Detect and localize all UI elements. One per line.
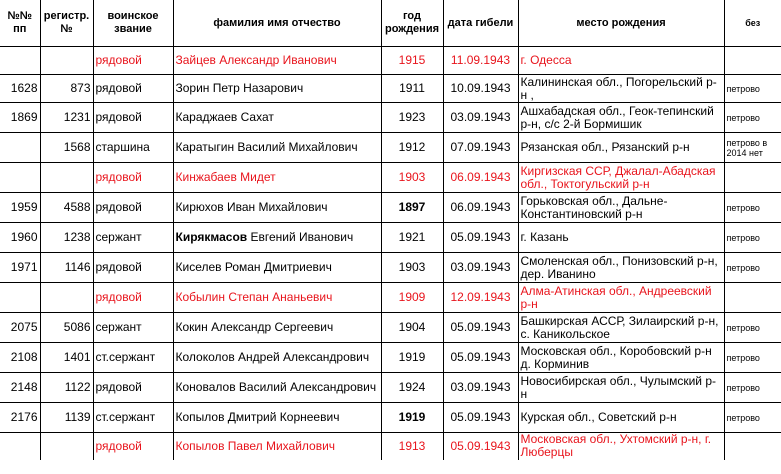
cell-rank[interactable]: рядовой bbox=[93, 47, 173, 75]
cell-place[interactable]: Киргизская ССР, Джалал-Абадская обл., Токтогульский р-н bbox=[518, 163, 724, 193]
cell-date[interactable]: 05.09.1943 bbox=[443, 403, 518, 433]
cell-date[interactable]: 05.09.1943 bbox=[443, 433, 518, 460]
table-row[interactable] bbox=[0, 75, 781, 103]
cell-num[interactable] bbox=[0, 283, 40, 313]
cell-rank[interactable]: ст.сержант bbox=[93, 403, 173, 433]
cell-num[interactable] bbox=[0, 433, 40, 460]
cell-place[interactable]: г. Казань bbox=[518, 223, 724, 253]
cell-reg[interactable]: 5086 bbox=[40, 313, 93, 343]
header-reg[interactable]: регистр. № bbox=[40, 0, 93, 47]
cell-name-rest: Евгений Иванович bbox=[247, 230, 354, 244]
cell-rank[interactable]: рядовой bbox=[93, 103, 173, 133]
cell-num[interactable]: 2075 bbox=[0, 313, 40, 343]
cell-reg[interactable] bbox=[40, 47, 93, 75]
cell-year[interactable]: 1923 bbox=[381, 103, 443, 133]
cell-name[interactable]: Копылов Павел Михайлович bbox=[173, 433, 381, 460]
cell-year[interactable]: 1904 bbox=[381, 313, 443, 343]
table-row[interactable] bbox=[0, 313, 781, 343]
table-row[interactable] bbox=[0, 193, 781, 223]
cell-year[interactable]: 1897 bbox=[381, 193, 443, 223]
cell-rank[interactable]: ст.сержант bbox=[93, 343, 173, 373]
cell-reg[interactable]: 1231 bbox=[40, 103, 93, 133]
table-row[interactable] bbox=[0, 163, 781, 193]
cell-rank[interactable]: рядовой bbox=[93, 433, 173, 460]
cell-date[interactable]: 06.09.1943 bbox=[443, 163, 518, 193]
cell-name[interactable]: Коновалов Василий Александрович bbox=[173, 373, 381, 403]
cell-reg[interactable]: 1568 bbox=[40, 133, 93, 163]
cell-place[interactable]: Горьковская обл., Дальне-Константиновский р-н bbox=[518, 193, 724, 223]
cell-year[interactable]: 1921 bbox=[381, 223, 443, 253]
cell-name[interactable]: Копылов Дмитрий Корнеевич bbox=[173, 403, 381, 433]
cell-rank[interactable]: рядовой bbox=[93, 283, 173, 313]
cell-place[interactable]: Московская обл., Коробовский р-н д. Корминив bbox=[518, 343, 724, 373]
header-row bbox=[0, 0, 781, 47]
cell-place[interactable]: Новосибирская обл., Чулымский р-н bbox=[518, 373, 724, 403]
cell-year[interactable]: 1924 bbox=[381, 373, 443, 403]
cell-place[interactable]: Калининская обл., Погорельский р-н , bbox=[518, 75, 724, 103]
cell-rank[interactable]: рядовой bbox=[93, 75, 173, 103]
cell-reg[interactable] bbox=[40, 163, 93, 193]
cell-year[interactable]: 1912 bbox=[381, 133, 443, 163]
cell-extra[interactable] bbox=[724, 47, 781, 75]
header-place[interactable]: место рождения bbox=[518, 0, 724, 47]
cell-extra[interactable]: петрово bbox=[724, 373, 781, 403]
cell-date[interactable]: 03.09.1943 bbox=[443, 103, 518, 133]
header-rank[interactable]: воинское звание bbox=[93, 0, 173, 47]
cell-num[interactable]: 1959 bbox=[0, 193, 40, 223]
cell-num[interactable] bbox=[0, 133, 40, 163]
cell-reg[interactable] bbox=[40, 283, 93, 313]
header-year[interactable]: год рождения bbox=[381, 0, 443, 47]
cell-name[interactable]: Колоколов Андрей Александрович bbox=[173, 343, 381, 373]
cell-num[interactable] bbox=[0, 163, 40, 193]
cell-place[interactable]: Курская обл., Советский р-н bbox=[518, 403, 724, 433]
cell-place[interactable]: Алма-Атинская обл., Андреевский р-н bbox=[518, 283, 724, 313]
header-extra[interactable]: без bbox=[724, 0, 781, 47]
cell-extra[interactable]: петрово bbox=[724, 343, 781, 373]
cell-date[interactable]: 06.09.1943 bbox=[443, 193, 518, 223]
cell-num[interactable]: 2108 bbox=[0, 343, 40, 373]
table-row[interactable] bbox=[0, 223, 781, 253]
cell-reg[interactable]: 1146 bbox=[40, 253, 93, 283]
cell-year[interactable]: 1919 bbox=[381, 403, 443, 433]
header-name[interactable]: фамилия имя отчество bbox=[173, 0, 381, 47]
cell-date[interactable]: 05.09.1943 bbox=[443, 313, 518, 343]
cell-name-surname: Кирякмасов bbox=[175, 230, 248, 244]
cell-extra[interactable]: петрово bbox=[724, 253, 781, 283]
cell-extra[interactable]: петрово bbox=[724, 193, 781, 223]
table-row[interactable] bbox=[0, 133, 781, 163]
cell-date[interactable]: 05.09.1943 bbox=[443, 343, 518, 373]
table-row[interactable] bbox=[0, 47, 781, 75]
cell-rank[interactable]: рядовой bbox=[93, 193, 173, 223]
cell-num[interactable]: 1869 bbox=[0, 103, 40, 133]
cell-year[interactable]: 1903 bbox=[381, 163, 443, 193]
cell-date[interactable]: 05.09.1943 bbox=[443, 223, 518, 253]
cell-num[interactable]: 1960 bbox=[0, 223, 40, 253]
cell-extra[interactable]: петрово bbox=[724, 403, 781, 433]
cell-year[interactable]: 1909 bbox=[381, 283, 443, 313]
cell-rank[interactable]: рядовой bbox=[93, 253, 173, 283]
cell-date[interactable]: 03.09.1943 bbox=[443, 253, 518, 283]
cell-date[interactable]: 03.09.1943 bbox=[443, 373, 518, 403]
cell-reg[interactable]: 873 bbox=[40, 75, 93, 103]
cell-name[interactable]: Зорин Петр Назарович bbox=[173, 75, 381, 103]
cell-name[interactable]: Зайцев Александр Иванович bbox=[173, 47, 381, 75]
cell-reg[interactable]: 1139 bbox=[40, 403, 93, 433]
cell-name[interactable]: Кокин Александр Сергеевич bbox=[173, 313, 381, 343]
cell-num[interactable]: 2176 bbox=[0, 403, 40, 433]
cell-reg[interactable]: 1122 bbox=[40, 373, 93, 403]
cell-name[interactable] bbox=[173, 223, 381, 253]
cell-name[interactable]: Кинжабаев Мидет bbox=[173, 163, 381, 193]
table-row[interactable] bbox=[0, 373, 781, 403]
cell-date[interactable]: 12.09.1943 bbox=[443, 283, 518, 313]
cell-date[interactable]: 07.09.1943 bbox=[443, 133, 518, 163]
table-row[interactable] bbox=[0, 253, 781, 283]
cell-year[interactable]: 1913 bbox=[381, 433, 443, 460]
cell-name[interactable]: Кирюхов Иван Михайлович bbox=[173, 193, 381, 223]
table-row[interactable] bbox=[0, 283, 781, 313]
cell-num[interactable]: 1628 bbox=[0, 75, 40, 103]
header-num[interactable]: №№ пп bbox=[0, 0, 40, 47]
cell-name[interactable]: Кобылин Степан Ананьевич bbox=[173, 283, 381, 313]
cell-rank[interactable]: рядовой bbox=[93, 163, 173, 193]
header-date[interactable]: дата гибели bbox=[443, 0, 518, 47]
cell-extra[interactable]: петрово bbox=[724, 75, 781, 103]
cell-year[interactable]: 1903 bbox=[381, 253, 443, 283]
cell-extra[interactable]: петрово bbox=[724, 313, 781, 343]
table-row[interactable] bbox=[0, 433, 781, 460]
cell-place[interactable]: Смоленская обл., Понизовский р-н, дер. Иванино bbox=[518, 253, 724, 283]
cell-rank[interactable]: сержант bbox=[93, 313, 173, 343]
cell-reg[interactable]: 1401 bbox=[40, 343, 93, 373]
cell-date[interactable]: 10.09.1943 bbox=[443, 75, 518, 103]
cell-reg[interactable]: 4588 bbox=[40, 193, 93, 223]
cell-rank[interactable]: старшина bbox=[93, 133, 173, 163]
cell-place[interactable]: Башкирская АССР, Зилаирский р-н, с. Каникольское bbox=[518, 313, 724, 343]
cell-year[interactable]: 1911 bbox=[381, 75, 443, 103]
cell-year[interactable]: 1915 bbox=[381, 47, 443, 75]
table-body bbox=[0, 47, 781, 460]
cell-year[interactable]: 1919 bbox=[381, 343, 443, 373]
cell-rank[interactable]: рядовой bbox=[93, 373, 173, 403]
cell-reg[interactable]: 1238 bbox=[40, 223, 93, 253]
cell-place[interactable]: г. Одесса bbox=[518, 47, 724, 75]
cell-place[interactable]: Московская обл., Ухтомский р-н, г. Люберцы bbox=[518, 433, 724, 460]
table-row[interactable] bbox=[0, 403, 781, 433]
cell-extra[interactable] bbox=[724, 283, 781, 313]
cell-reg[interactable] bbox=[40, 433, 93, 460]
cell-extra[interactable]: петрово bbox=[724, 223, 781, 253]
cell-place[interactable]: Рязанская обл., Рязанский р-н bbox=[518, 133, 724, 163]
cell-extra[interactable] bbox=[724, 433, 781, 460]
cell-extra[interactable]: петрово bbox=[724, 103, 781, 133]
table-row[interactable] bbox=[0, 343, 781, 373]
cell-rank[interactable]: сержант bbox=[93, 223, 173, 253]
cell-num[interactable] bbox=[0, 47, 40, 75]
cell-name[interactable]: Каратыгин Василий Михайлович bbox=[173, 133, 381, 163]
table-row[interactable] bbox=[0, 103, 781, 133]
cell-name[interactable]: Караджаев Сахат bbox=[173, 103, 381, 133]
cell-extra[interactable] bbox=[724, 163, 781, 193]
cell-name[interactable]: Киселев Роман Дмитриевич bbox=[173, 253, 381, 283]
cell-extra[interactable]: петрово в 2014 нет bbox=[724, 133, 781, 163]
cell-num[interactable]: 2148 bbox=[0, 373, 40, 403]
cell-num[interactable]: 1971 bbox=[0, 253, 40, 283]
cell-place[interactable]: Ашхабадская обл., Геок-тепинский р-н, с/с 2-й Бормишик bbox=[518, 103, 724, 133]
cell-date[interactable]: 11.09.1943 bbox=[443, 47, 518, 75]
